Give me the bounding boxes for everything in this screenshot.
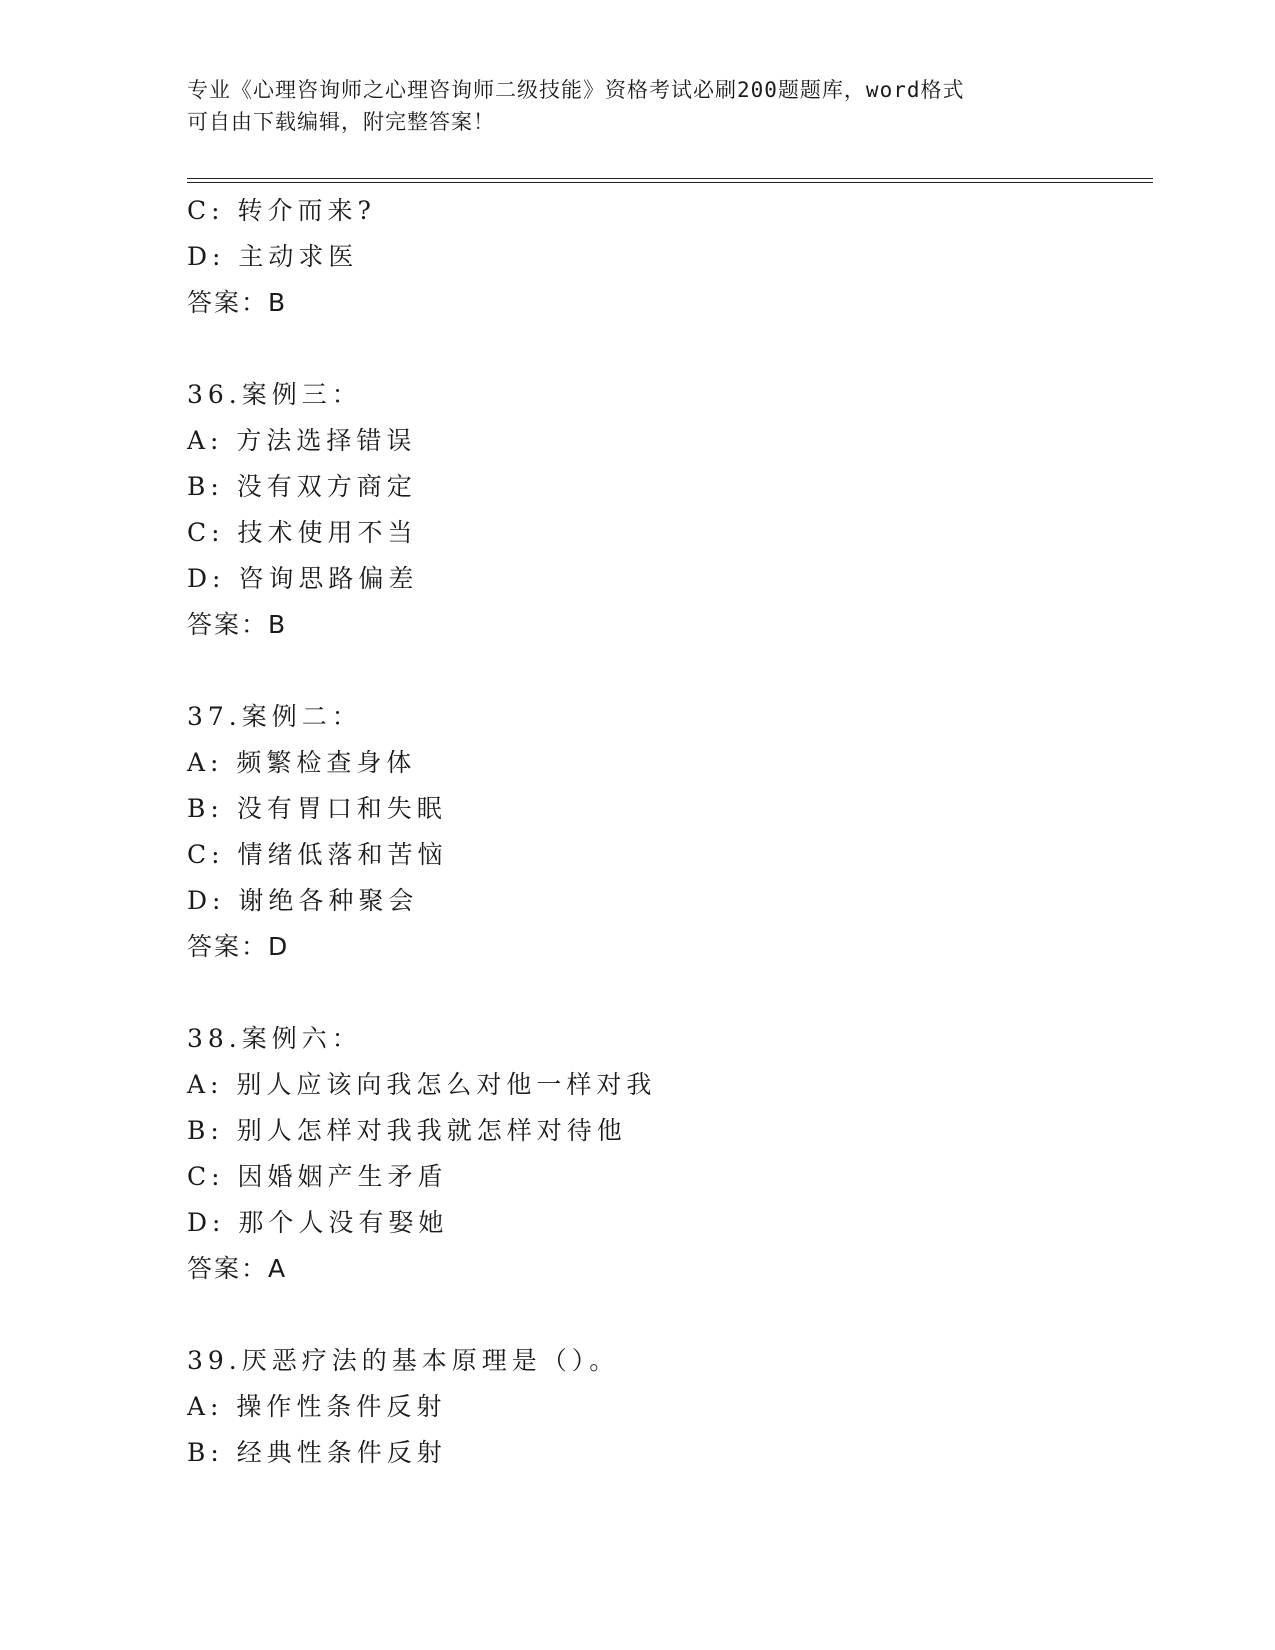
option-c: C: 技术使用不当 bbox=[187, 518, 418, 547]
question-title: 36.案例三： bbox=[187, 380, 362, 409]
header-divider-top bbox=[187, 178, 1153, 179]
question-title: 38.案例六： bbox=[187, 1024, 362, 1053]
answer-line: 答案：B bbox=[187, 610, 288, 639]
answer-line: 答案：A bbox=[187, 1254, 288, 1283]
question-title: 37.案例二： bbox=[187, 702, 362, 731]
question-list bbox=[187, 188, 1153, 1476]
question-spacer bbox=[187, 326, 1153, 372]
answer-line: 答案：B bbox=[187, 288, 288, 317]
question-37 bbox=[187, 694, 1153, 970]
option-a: A: 别人应该向我怎么对他一样对我 bbox=[187, 1070, 657, 1099]
question-35 bbox=[187, 188, 1153, 326]
question-38 bbox=[187, 1016, 1153, 1292]
header-title-line-1: 专业《心理咨询师之心理咨询师二级技能》资格考试必刷200题题库，word格式 bbox=[187, 78, 965, 102]
question-spacer bbox=[187, 970, 1153, 1016]
option-c: C: 转介而来? bbox=[187, 196, 376, 225]
option-c: C: 因婚姻产生矛盾 bbox=[187, 1162, 448, 1191]
option-c: C: 情绪低落和苦恼 bbox=[187, 840, 448, 869]
option-a: A: 频繁检查身体 bbox=[187, 748, 417, 777]
option-b: B: 经典性条件反射 bbox=[187, 1438, 447, 1467]
question-39 bbox=[187, 1338, 1153, 1476]
question-spacer bbox=[187, 648, 1153, 694]
option-a: A: 操作性条件反射 bbox=[187, 1392, 447, 1421]
question-title: 39.厌恶疗法的基本原理是（）。 bbox=[187, 1346, 620, 1375]
question-36 bbox=[187, 372, 1153, 648]
option-b: B: 没有胃口和失眠 bbox=[187, 794, 447, 823]
option-d: D: 主动求医 bbox=[187, 242, 359, 271]
option-d: D: 谢绝各种聚会 bbox=[187, 886, 419, 915]
option-b: B: 没有双方商定 bbox=[187, 472, 417, 501]
header-divider-bottom bbox=[187, 182, 1153, 183]
option-d: D: 咨询思路偏差 bbox=[187, 564, 419, 593]
document-header bbox=[187, 74, 1067, 138]
header-title-line-2: 可自由下载编辑，附完整答案！ bbox=[187, 110, 495, 134]
answer-line: 答案：D bbox=[187, 932, 290, 961]
option-a: A: 方法选择错误 bbox=[187, 426, 417, 455]
question-spacer bbox=[187, 1292, 1153, 1338]
option-d: D: 那个人没有娶她 bbox=[187, 1208, 449, 1237]
option-b: B: 别人怎样对我我就怎样对待他 bbox=[187, 1116, 627, 1145]
